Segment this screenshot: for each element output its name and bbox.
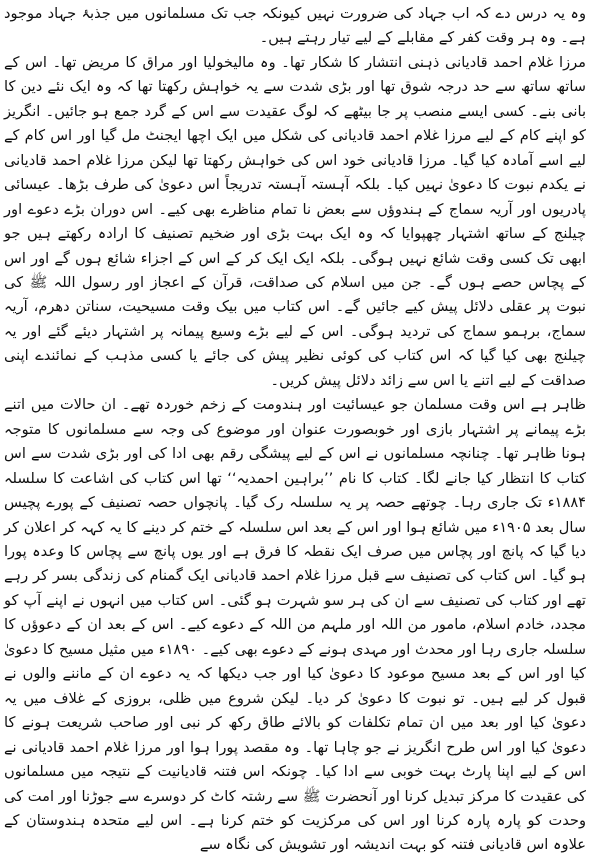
document-page <box>4 2 586 854</box>
paragraph-barahin-ahmadiyya: ظاہر ہے اس وقت مسلمان جو عیسائیت اور ہندومت کے زخم خوردہ تھے۔ ان حالات میں اتنے بڑے پیمانے پر اشتہار بازی اور خوبصورت عنوان اور موضوع کی وجہ سے مسلمانوں کا متوجہ ہونا ظاہر تھا۔ چنانچہ مسلمانوں نے اس کے لیے پیشگی رقم بھی ادا کی اور بڑی شدت سے اس کتاب کا انتظار کیا جانے لگا۔ کتاب کا نام ’’براہین احمدیہ‘‘ تھا اس کتاب کی اشاعت کا سلسلہ ۱۸۸۴ء تک جاری رہا۔ چوتھے حصہ پر یہ سلسلہ رک گیا۔ پانچواں حصہ تصنیف کے پورے پچیس سال بعد ۱۹۰۵ء میں شائع ہوا اور اس کے بعد اس سلسلہ کے ختم کر دینے کا یہ کہہ کر اعلان کر دیا گیا کہ پانچ اور پچاس میں صرف ایک نقطہ کا فرق ہے اور یوں پانچ سے پچاس کا وعدہ پورا ہو گیا۔ اس کتاب کی تصنیف سے قبل مرزا غلام احمد قادیانی ایک گمنام کی زندگی بسر کر رہے تھے اور کتاب کی تصنیف سے ان کی ہر سو شہرت ہو گئی۔ اس کتاب میں انہوں نے اپنے آپ کو مجدد، خادم اسلام، مامور من اللہ اور ملہم من اللہ کے دعوے کیے۔ اس کے بعد ان کے دعوؤں کا سلسلہ جاری رہا اور محدث اور مہدی ہونے کے دعوے بھی کیے۔ ۱۸۹۰ء میں مثیل مسیح کا دعویٰ کیا اور اس کے بعد مسیح موعود کا دعویٰ کیا اور جب دیکھا کہ یہ دعوے ان کے ماننے والوں نے قبول کر لیے ہیں۔ تو نبوت کا دعویٰ کر دیا۔ لیکن شروع میں ظلی، بروزی کے غلاف میں یہ دعویٰ کیا اور بعد میں ان تمام تکلفات کو بالائے طاق رکھ کر نبی اور صاحب شریعت ہونے کا دعویٰ کیا اور اس طرح انگریز نے جو چاہا تھا۔ وہ مقصد پورا ہوا اور مرزا غلام احمد قادیانی نے اس کے لیے اپنا پارٹ بہت خوبی سے ادا کیا۔ چونکہ اس فتنہ قادیانیت کے نتیجہ میں مسلمانوں کی عقیدت کا مرکز تبدیل کرنا اور آنحضرت ﷺ سے رشتہ کاٹ کر دوسرے سے جوڑنا اور امت کی وحدت کو پارہ پارہ کرنا اور اس کی مرکزیت کو ختم کرنا ہے۔ اس لیے متحدہ ہندوستان کے علاوہ اس قادیانی فتنہ کو بہت اندیشہ اور تشویش کی نگاہ سے <box>4 396 586 854</box>
paragraph-jihad-readiness: وہ یہ درس دے کہ اب جہاد کی ضرورت نہیں کیونکہ جب تک مسلمانوں میں جذبۂ جہاد موجود ہے۔ وہ ہر وقت کفر کے مقابلے کے لیے تیار رہتے ہیں۔ <box>4 5 586 47</box>
paragraph-mirza-background: مرزا غلام احمد قادیانی ذہنی انتشار کا شکار تھا۔ وہ مالیخولیا اور مراق کا مریض تھا۔ اس کے ساتھ ساتھ سے حد درجہ شوق تھا اور بڑی شدت سے یہ خواہش رکھتا تھا کہ وہ ایک نئے دین کا بانی بنے۔ کسی ایسے منصب پر جا بیٹھے کہ لوگ عقیدت سے اس کے گرد جمع ہو جائیں۔ انگریز کو اپنے کام کے لیے مرزا غلام احمد قادیانی کی شکل میں ایک اچھا ایجنٹ مل گیا اور اس کام کے لیے اسے آمادہ کیا گیا۔ مرزا قادیانی خود اس کی خواہش رکھتا تھا لیکن مرزا غلام احمد قادیانی نے یکدم نبوت کا دعویٰ نہیں کیا۔ بلکہ آہستہ آہستہ تدریجاً اس دعویٰ کی طرف بڑھا۔ عیسائی پادریوں اور آریہ سماج کے ہندوؤں سے بعض نا تمام مناظرے بھی کیے۔ اس دوران بڑے دعوے اور چیلنج کے ساتھ اشتہار چھپوایا کہ وہ ایک بہت بڑی اور ضخیم تصنیف کا ارادہ رکھتے ہیں جو ابھی تک کسی وقت شائع نہیں ہوگی۔ بلکہ ایک ایک کر کے اس کے اجزاء شائع ہوں گے اور اس کے پچاس حصے ہوں گے۔ جن میں اسلام کی صداقت، قرآن کے اعجاز اور رسول اللہ ﷺ کی نبوت پر عقلی دلائل پیش کیے جائیں گے۔ اس کتاب میں بیک وقت مسیحیت، سناتن دھرم، آریہ سماج، برہمو سماج کی تردید ہوگی۔ اس کے لیے بڑے وسیع پیمانہ پر اشتہار دیئے گئے اور یہ چیلنج بھی کیا گیا کہ اس کتاب کی کوئی نظیر پیش کی جائے یا کسی مذہب کے نمائندے اپنی صداقت کے لیے اتنے یا اس سے زائد دلائل پیش کریں۔ <box>4 53 586 389</box>
